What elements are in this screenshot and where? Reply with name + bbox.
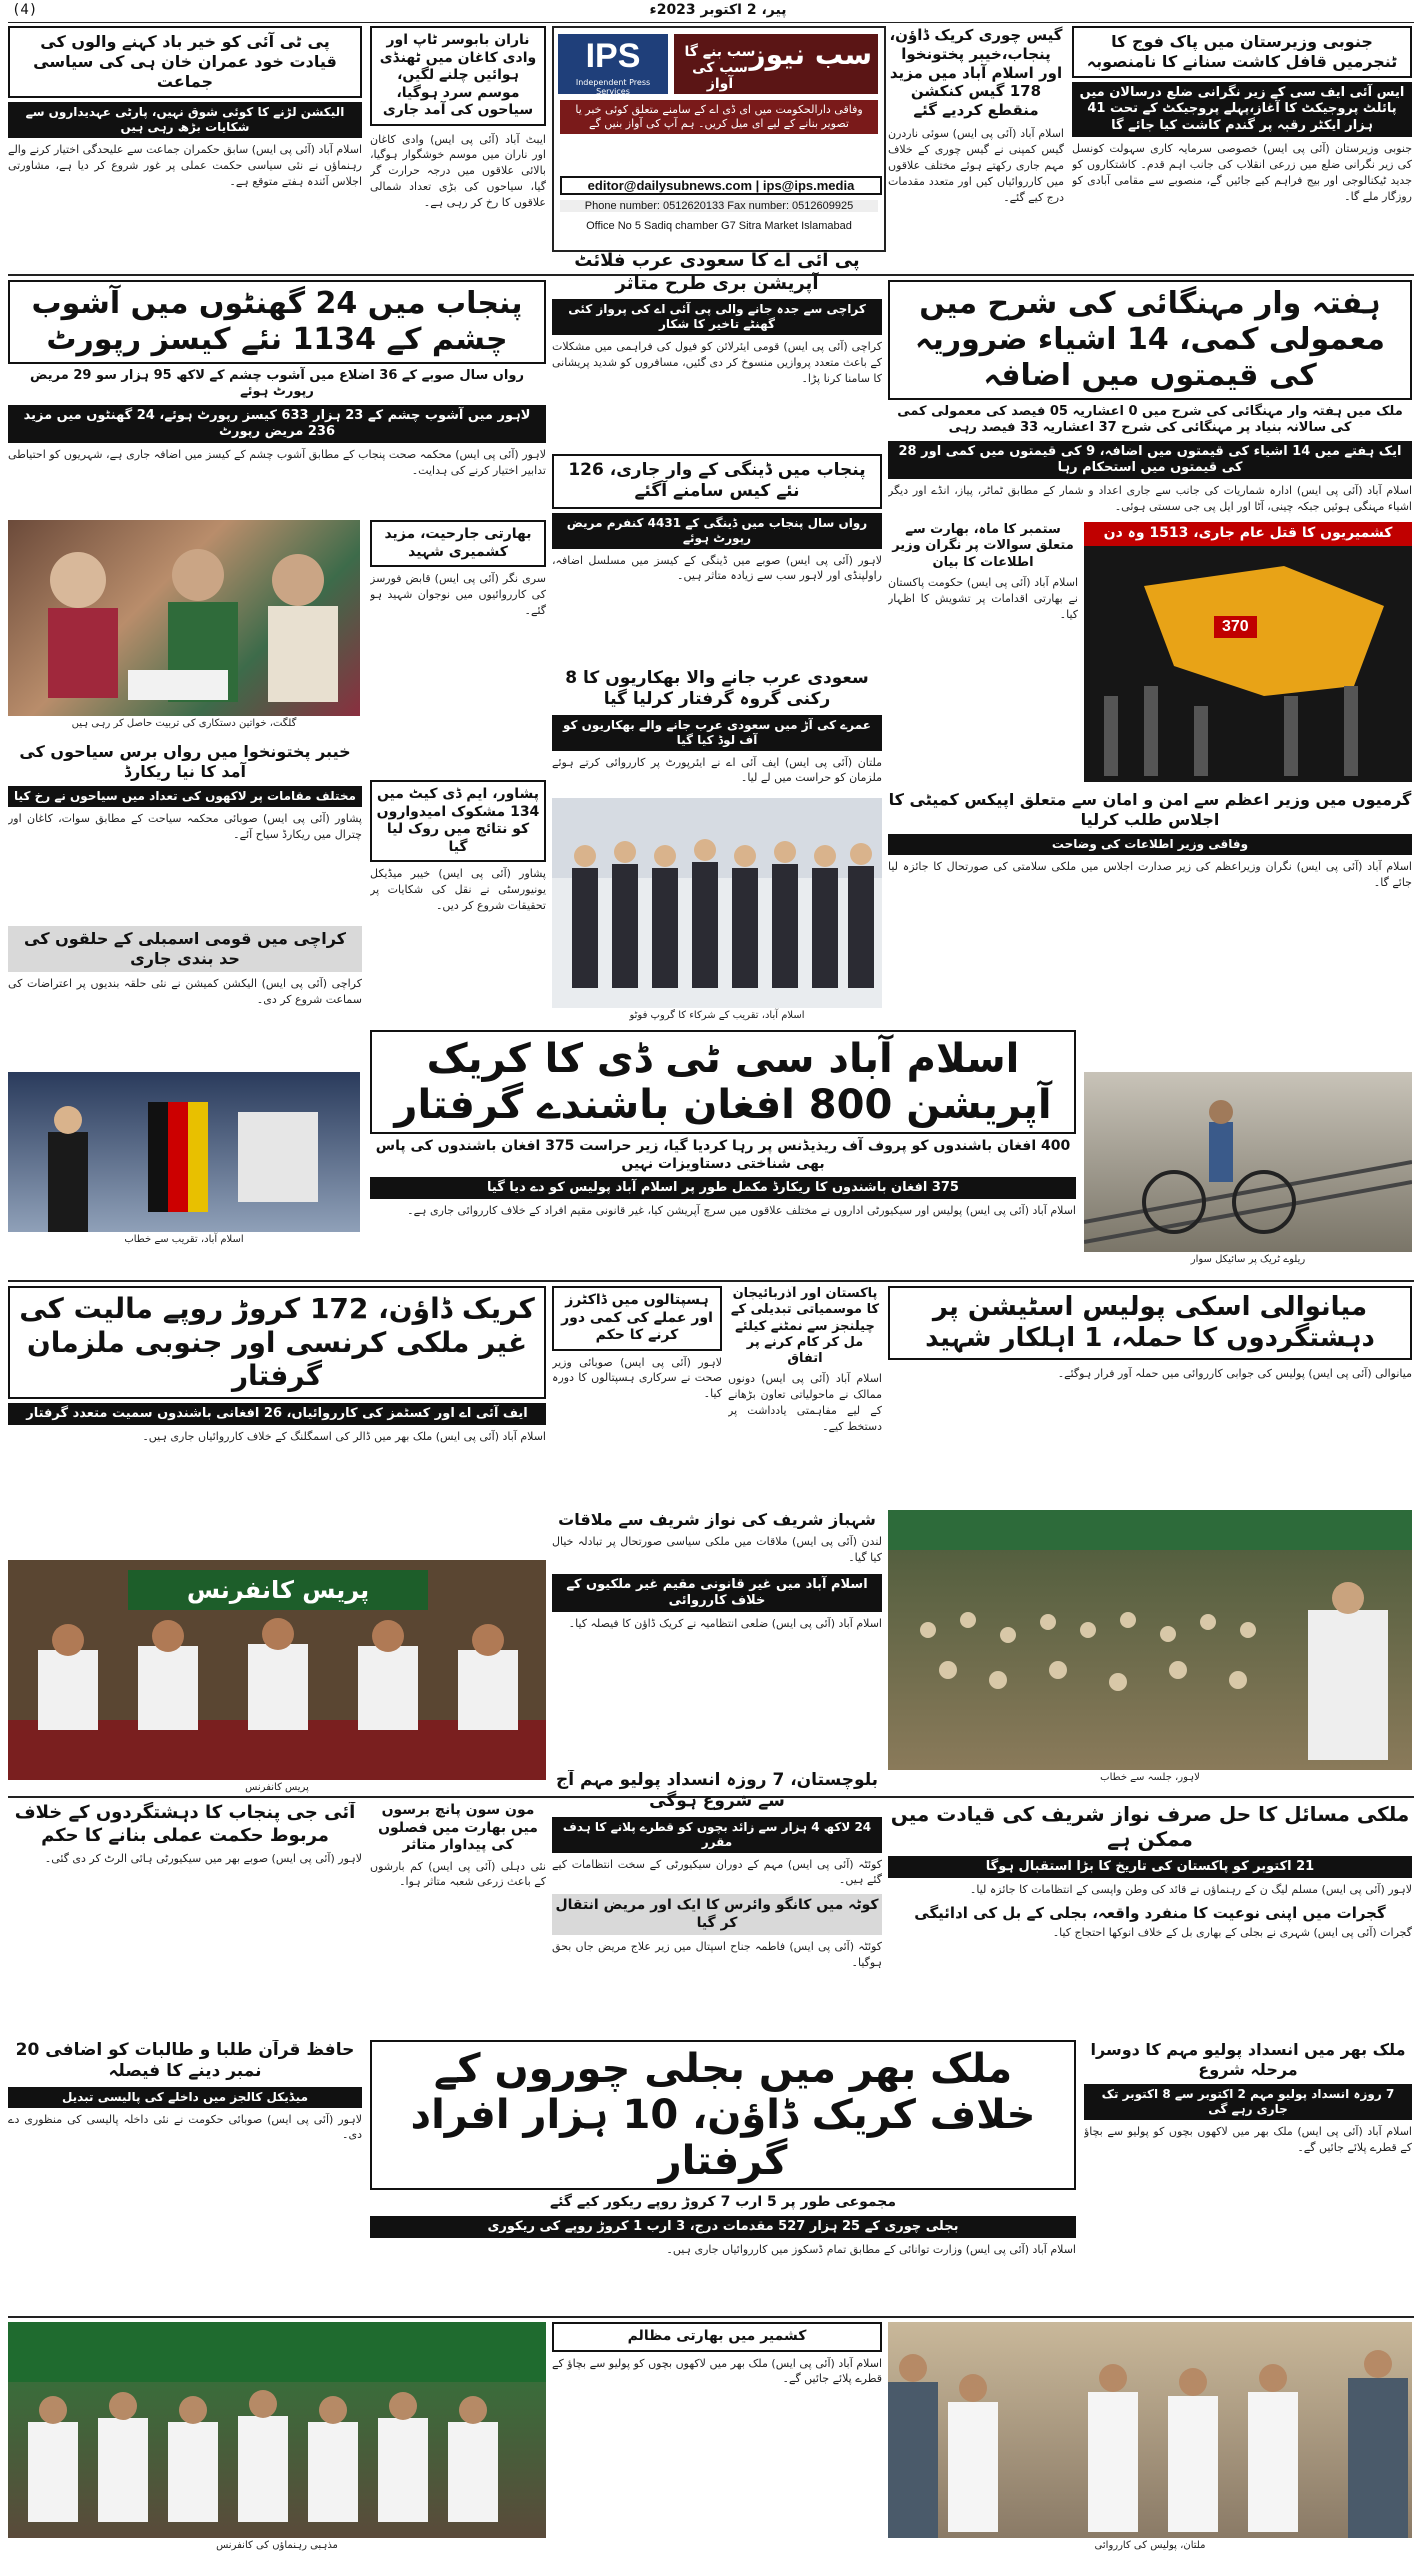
headline: حافظ قرآن طلبا و طالبات کو اضافی 20 نمبر دینے کا فیصلہ bbox=[15, 2040, 355, 2082]
story-polio-national bbox=[1084, 2040, 1412, 2290]
body-text: لاہور (آئی پی ایس) صوبائی حکومت نے نئی داخلہ پالیسی کی منظوری دے دی۔ bbox=[8, 2112, 362, 2142]
body-text: لاہور (آئی پی ایس) محکمہ صحت پنجاب کے مطابق آشوب چشم کے کیسز میں اضافہ جاری ہے، شہریوں کو احتیاطی تدابیر اختیار کرنے کی ہدایت۔ bbox=[8, 448, 546, 477]
body-text: کراچی (آئی پی ایس) الیکشن کمیشن نے نئی حلقہ بندیوں پر اعتراضات کی سماعت شروع کر دی۔ bbox=[8, 977, 362, 1006]
photo-shapes bbox=[888, 2322, 1412, 2538]
story-apex bbox=[888, 790, 1412, 1010]
story-karachi bbox=[8, 926, 362, 1066]
story-doctors bbox=[552, 1286, 722, 1506]
kashmir-banner: کشمیریوں کا قتل عام جاری، 1513 وہ دن bbox=[1084, 522, 1412, 546]
photo-caption: مذہبی رہنماؤں کی کانفرنس bbox=[216, 2540, 338, 2551]
story-naran bbox=[370, 26, 546, 272]
headline: ملکی مسائل کا حل صرف نواز شریف کی قیادت میں ممکن ہے bbox=[890, 1802, 1410, 1851]
subhead: الیکشن لڑنے کا کوئی شوق نہیں، پارٹی عہدیداروں سے شکایات بڑھ رہی ہیں bbox=[8, 102, 362, 138]
highlight-bar: وفاقی وزیر اطلاعات کی وضاحت bbox=[888, 834, 1412, 855]
masthead bbox=[552, 26, 886, 252]
headline: مون سون پانچ برسوں میں بھارت میں فصلوں کی پیداوار متاثر bbox=[378, 1802, 538, 1853]
highlight-bar: 24 لاکھ 4 ہزار سے زائد بچوں کو قطرے پلانے کا ہدف مقرر bbox=[552, 1817, 882, 1853]
highlight-bar: 7 روزہ انسداد پولیو مہم 2 اکتوبر سے 8 اکتوبر تک جاری رہے گی bbox=[1084, 2084, 1412, 2120]
photo-shapes bbox=[8, 2322, 546, 2538]
body-text: لندن (آئی پی ایس) ملاقات میں ملکی سیاسی صورتحال پر تبادلہ خیال کیا گیا۔ bbox=[552, 1535, 882, 1564]
headline: اسلام آباد سی ٹی ڈی کا کریک آپریشن 800 افغان باشندے گرفتار bbox=[370, 1030, 1076, 1134]
subhead: مجموعی طور پر 5 ارب 7 کروڑ روپے ریکور کیے گئے bbox=[549, 2194, 897, 2210]
body-text: جنوبی وزیرستان (آئی پی ایس) خصوصی سرمایہ کاری سہولت کونسل کی زیر نگرانی ضلع میں زرعی انقلاب کی جانب اہم قدم۔ کاشتکاروں کو جدید ٹیکنالوجی اور بیج فراہم کیے جائیں گے، منصوبے سے مقامی آبادی کو روزگار ملے گا۔ bbox=[1072, 141, 1412, 203]
headline: کشمیر میں بھارتی مظالم bbox=[552, 2322, 882, 2352]
photo-shapes bbox=[552, 798, 882, 1008]
photo-shapes bbox=[888, 1510, 1412, 1770]
headline: جنوبی وزیرستان میں پاک فوج کا ٹنجرمیں قافل کاشت سنانے کا نامنصوبہ bbox=[1072, 26, 1412, 78]
body-text: ایبٹ آباد (آئی پی ایس) وادی کاغان اور ناران میں موسم خوشگوار ہوگیا، بالائی علاقوں میں درجہ حرارت گر گیا، سیاحوں کی بڑی تعداد شمالی علاقوں کا رخ کر رہی ہے۔ bbox=[370, 132, 546, 210]
body-text: اسلام آباد (آئی پی ایس) ادارہ شماریات کی جانب سے جاری اعداد و شمار کے مطابق ٹماٹر، پیاز، انڈے اور دیگر اشیاء مہنگی ہوئیں جبکہ چینی، آٹا اور ایل پی جی سستی ہوئی۔ bbox=[888, 484, 1412, 513]
headline: شہباز شریف کی نواز شریف سے ملاقات bbox=[558, 1510, 876, 1529]
story-ig-punjab bbox=[8, 1802, 362, 2002]
congo-headline: کوٹہ میں کانگو وائرس کا ایک اور مریض انتقال کر گیا bbox=[552, 1894, 882, 1935]
photo-shapes bbox=[8, 520, 360, 716]
photo-religious-conference bbox=[8, 2322, 546, 2538]
body-text: گجرات (آئی پی ایس) شہری نے بجلی کے بھاری بل کے خلاف انوکھا احتجاج کیا۔ bbox=[1052, 1925, 1412, 1939]
story-pti bbox=[8, 26, 362, 272]
story-hafiz-quran bbox=[8, 2040, 362, 2290]
highlight-bar: میڈیکل کالجز میں داخلے کی پالیسی تبدیل bbox=[8, 2087, 362, 2108]
contact-phone: Phone number: 0512620133 Fax number: 0512609925 bbox=[560, 200, 878, 212]
divider bbox=[8, 1280, 1414, 1282]
kashmir-image bbox=[1084, 546, 1412, 782]
masthead-note: وفاقی دارالحکومت میں ای ڈی اے کے سامنے متعلق کوئی خبر یا تصویر بنانے کے لیے ای میل کریں۔ ہم آپ کی آواز بنیں گے bbox=[560, 100, 878, 134]
headline: خیبر پختونخوا میں رواں برس سیاحوں کی آمد کا نیا ریکارڈ bbox=[19, 742, 351, 781]
issue-date: پیر، 2 اکتوبر 2023ء bbox=[649, 2, 787, 18]
photo-bicycle bbox=[1084, 1072, 1412, 1252]
office-address: Office No 5 Sadiq chamber G7 Sitra Market Islamabad bbox=[586, 220, 852, 232]
body-text: کوئٹہ (آئی پی ایس) مہم کے دوران سیکیورٹی کے سخت انتظامات کیے گئے ہیں۔ bbox=[552, 1857, 882, 1887]
headline: ہسپتالوں میں ڈاکٹرز اور عملے کی کمی دور کرنے کا حکم bbox=[552, 1286, 722, 1351]
headline: میانوالی اسکی پولیس اسٹیشن پر دہشتگردوں کا حملہ، 1 اہلکار شہید bbox=[888, 1286, 1412, 1360]
photo-caption: ملتان، پولیس کی کارروائی bbox=[1094, 2540, 1206, 2551]
story-mianwali bbox=[888, 1286, 1412, 1506]
highlight-bar: ایف آئی اے اور کسٹمز کی کارروائیاں، 26 افغانی باشندوں سمیت متعدد گرفتار bbox=[8, 1403, 546, 1425]
photo-shapes bbox=[1084, 1072, 1412, 1252]
story-peshawar bbox=[370, 780, 546, 1010]
photo-group bbox=[552, 798, 882, 1008]
body-text: کوئٹہ (آئی پی ایس) فاطمہ جناح اسپتال میں زیر علاج مریض جاں بحق ہوگیا۔ bbox=[552, 1940, 882, 1970]
photo-police bbox=[888, 2322, 1412, 2538]
headline: پی آئی اے کا سعودی عرب فلائٹ آپریشن بری طرح متاثر bbox=[574, 250, 860, 294]
story-monsoon bbox=[370, 1802, 546, 2002]
subhead: ایس آئی ایف سی کے زیر نگرانی ضلع درسالان میں پائلٹ پروجیکٹ کا آغاز،پہلے پروجیکٹ کے تحت 41 ہزار ایکٹر رقبہ پر گندم کاشت کیا جائے گا bbox=[1072, 82, 1412, 137]
body-text: اسلام آباد (آئی پی ایس) وزارت توانائی کے مطابق تمام ڈسکوز میں کارروائیاں جاری ہیں۔ bbox=[666, 2242, 1076, 2256]
story-gas-theft bbox=[888, 26, 1064, 272]
body-text: اسلام آباد (آئی پی ایس) ملک بھر میں لاکھوں بچوں کو پولیو سے بچاؤ کے قطرے پلائے جائیں گے۔ bbox=[552, 2356, 882, 2386]
story-azerbaijan bbox=[728, 1286, 882, 1506]
subhead: رواں سال پنجاب میں ڈینگی کے 4431 کنفرم مریض رپورٹ ہوئے bbox=[552, 513, 882, 549]
kashmir-graphic bbox=[1084, 522, 1412, 788]
story-eye-flu bbox=[8, 280, 546, 516]
highlight-bar: بجلی چوری کے 25 ہزار 527 مقدمات درج، 3 ارب 1 کروڑ روپے کی ریکوری bbox=[370, 2216, 1076, 2238]
top-bar bbox=[8, 0, 1414, 23]
islamabad-headline: اسلام آباد میں غیر قانونی مقیم غیر ملکیوں کے خلاف کارروائی bbox=[552, 1574, 882, 1613]
article-370-badge: 370 bbox=[1214, 616, 1257, 638]
photo-shapes bbox=[8, 1072, 360, 1232]
gujrat-headline: گجرات میں اپنی نوعیت کا منفرد واقعہ، بجلی کے بل کی ادائیگی bbox=[914, 1904, 1386, 1923]
headline: ہفتہ وار مہنگائی کی شرح میں معمولی کمی، 14 اشیاء ضروریہ کی قیمتوں میں اضافہ bbox=[888, 280, 1412, 400]
body-text: میانوالی (آئی پی ایس) پولیس کی جوابی کارروائی میں حملہ آور فرار ہوگئے۔ bbox=[1057, 1367, 1412, 1381]
headline: آئی جی پنجاب کا دہشتگردوں کے خلاف مربوط حکمت عملی بنانے کا حکم bbox=[14, 1802, 356, 1846]
story-beggars bbox=[552, 668, 882, 788]
headline: پنجاب میں 24 گھنٹوں میں آشوب چشم کے 1134 نئے کیسز رپورٹ bbox=[8, 280, 546, 364]
kashmir-shapes bbox=[1084, 546, 1412, 782]
photo-conference bbox=[8, 1560, 546, 1780]
headline: پشاور، ایم ڈی کیٹ میں 134 مشکوک امیدواروں کو نتائج میں روک لیا گیا bbox=[370, 780, 546, 862]
headline: پنجاب میں ڈینگی کے وار جاری، 126 نئے کیس سامنے آگئے bbox=[552, 454, 882, 509]
story-election bbox=[552, 1510, 882, 1770]
body-text: لاہور (آئی پی ایس) صوبے میں ڈینگی کے کیسز میں مسلسل اضافہ، راولپنڈی اور لاہور سب سے زیادہ متاثر ہیں۔ bbox=[552, 553, 882, 583]
story-waziristan bbox=[1072, 26, 1412, 272]
highlight-bar: 375 افغان باشندوں کا ریکارڈ مکمل طور پر اسلام آباد پولیس کو دے دیا گیا bbox=[370, 1177, 1076, 1199]
body-text: پشاور (آئی پی ایس) خیبر میڈیکل یونیورسٹی نے نقل کی شکایات پر تحقیقات شروع کر دیں۔ bbox=[370, 867, 546, 912]
story-currency bbox=[8, 1286, 546, 1586]
story-khyber-tourism bbox=[8, 742, 362, 922]
subhead: ملک میں ہفتہ وار مہنگائی کی شرح میں 0 اعشاریہ 05 فیصد کی معمولی کمی کی سالانہ بنیاد پر مہنگائی کی شرح 37 اعشاریہ 33 فیصد رہی bbox=[897, 404, 1403, 436]
photo-embroidery bbox=[8, 520, 360, 716]
page-number: (4) bbox=[12, 2, 38, 18]
body-text: ملتان (آئی پی ایس) ایف آئی اے نے ایئرپورٹ پر کارروائی کرتے ہوئے ملزمان کو حراست میں لے لیا۔ bbox=[552, 755, 882, 785]
photo-caption: لاہور، جلسہ سے خطاب bbox=[1100, 1772, 1200, 1783]
body-text: پشاور (آئی پی ایس) صوبائی محکمہ سیاحت کے مطابق سوات، کاغان اور چترال میں ریکارڈ سیاح آئے۔ bbox=[8, 812, 362, 841]
photo-caption: پریس کانفرنس bbox=[245, 1782, 309, 1793]
newspaper-page bbox=[8, 0, 1414, 2560]
story-bharat bbox=[370, 520, 546, 770]
photo-caption: ریلوے ٹریک پر سائیکل سوار bbox=[1190, 1254, 1306, 1265]
body-text: اسلام آباد (آئی پی ایس) نگران وزیراعظم کی زیر صدارت اجلاس میں ملکی سلامتی کی صورتحال کا جائزہ لیا جائے گا۔ bbox=[888, 860, 1412, 889]
photo-caption: اسلام آباد، تقریب کے شرکاء کا گروپ فوٹو bbox=[629, 1010, 805, 1021]
headline: ناران بابوسر ٹاپ اور وادی کاغان میں ٹھنڈی ہوائیں چلنے لگیں، موسم سرد ہوگیا، سیاحوں کی آمد جاری bbox=[370, 26, 546, 126]
story-wapda bbox=[888, 522, 1078, 788]
body-text: اسلام آباد (آئی پی ایس) ملک بھر میں لاکھوں بچوں کو پولیو سے بچاؤ کے قطرے پلائے جائیں گے۔ bbox=[1084, 2125, 1412, 2154]
subhead: 400 افغان باشندوں کو پروف آف ریذیڈنس پر رہا کردیا گیا، زیر حراست 375 افغان باشندوں کی پاس بھی شناختی دستاویزات نہیں bbox=[375, 1138, 1071, 1172]
highlight-bar: کراچی سے جدہ جانے والی پی آئی اے کی پرواز کئی گھنٹے تاخیر کا شکار bbox=[552, 299, 882, 335]
headline: کریک ڈاؤن، 172 کروڑ روپے مالیت کی غیر ملکی کرنسی اور جنوبی ملزمان گرفتار bbox=[8, 1286, 546, 1399]
story-nawaz bbox=[888, 1802, 1412, 2002]
story-afghan bbox=[370, 1030, 1076, 1230]
body-text: اسلام آباد (آئی پی ایس) سابق حکمران جماعت سے علیحدگی اختیار کرنے والے رہنماؤں نے نئی سیاسی حکمت عملی پر غور شروع کر دیا ہے، مشاورتی اجلاس آئندہ ہفتے متوقع ہے۔ bbox=[8, 143, 362, 188]
highlight-bar: ایک ہفتے میں 14 اشیاء کی قیمتوں میں اضافہ، 9 کی قیمتوں میں کمی اور 28 کی قیمتوں میں استحکام رہا bbox=[888, 441, 1412, 480]
story-balochistan-polio bbox=[552, 1770, 882, 2010]
story-pia bbox=[552, 250, 882, 450]
conference-banner: پریس کانفرنس bbox=[128, 1570, 428, 1610]
body-text: اسلام آباد (آئی پی ایس) ملک بھر میں ڈالر کی اسمگلنگ کے خلاف کارروائیاں جاری ہیں۔ bbox=[142, 1430, 546, 1444]
headline: کراچی میں قومی اسمبلی کے حلقوں کی حد بندی جاری bbox=[8, 926, 362, 972]
subhead: رواں سال صوبے کے 36 اضلاع میں آشوب چشم کے لاکھ 95 ہزار سو 29 مریض رپورٹ ہوئے bbox=[30, 368, 524, 400]
highlight-bar: مختلف مقامات پر لاکھوں کی تعداد میں سیاحوں نے رخ کیا bbox=[8, 786, 362, 807]
headline: سعودی عرب جانے والا بھکاریوں کا 8 رکنی گروہ گرفتار کرلیا گیا bbox=[565, 668, 869, 710]
ips-logo: IPS Independent Press Services bbox=[558, 34, 668, 94]
headline: گیس چوری کریک ڈاؤن، پنجاب،خیبر پختونخوا اور اسلام آباد میں مزید 178 گیس کنکشن منقطع کردیے گئے bbox=[889, 26, 1063, 119]
headline: ملک بھر میں انسداد پولیو مہم کا دوسرا مرحلہ شروع bbox=[1090, 2040, 1406, 2079]
body-text: اسلام آباد (آئی پی ایس) ضلعی انتظامیہ نے کریک ڈاؤن کا فیصلہ کیا۔ bbox=[568, 1617, 882, 1631]
photo-caption: گلگت، خواتین دستکاری کی تربیت حاصل کر رہی ہیں bbox=[71, 718, 297, 729]
story-dengue bbox=[552, 454, 882, 664]
divider bbox=[8, 2316, 1414, 2318]
photo-speech bbox=[8, 1072, 360, 1232]
photo-caption: اسلام آباد، تقریب سے خطاب bbox=[124, 1234, 244, 1245]
highlight-bar: عمرے کی آڑ میں سعودی عرب جانے والے بھکاریوں کو آف لوڈ کیا گیا bbox=[552, 715, 882, 751]
story-inflation bbox=[888, 280, 1412, 520]
contact-email[interactable]: editor@dailysubnews.com | ips@ips.media bbox=[560, 176, 882, 195]
highlight-bar: لاہور میں آشوب چشم کے 23 ہزار 633 کیسز رپورٹ ہوئے، 24 گھنٹوں میں مزید 236 مریض رپورٹ bbox=[8, 405, 546, 444]
body-text: اسلام آباد (آئی پی ایس) پولیس اور سیکیورٹی اداروں نے مختلف علاقوں میں سرچ آپریشن کیا، غیر قانونی مقیم افراد کے خلاف کارروائی جاری ہے۔ bbox=[407, 1204, 1076, 1218]
headline: بلوچستان، 7 روزہ انسداد پولیو مہم آج سے شروع ہوگی bbox=[555, 1770, 879, 1812]
body-text: کراچی (آئی پی ایس) قومی ایئرلائن کو فیول کی فراہمی میں مشکلات کے باعث متعدد پروازیں منسوخ کر دی گئیں، مسافروں کو شدید پریشانی کا سامنا کرنا پڑا۔ bbox=[552, 340, 882, 385]
headline: بھارتی جارحیت، مزید کشمیری شہید bbox=[370, 520, 546, 567]
photo-shapes bbox=[8, 1560, 546, 1780]
headline: گرمیوں میں وزیر اعظم سے امن و امان سے متعلق اپیکس کمیٹی کا اجلاس طلب کرلیا bbox=[888, 790, 1412, 829]
headline: پاکستان اور آذربائیجان کا موسمیاتی تبدیلی کے چیلنجز سے نمٹنے کیلئے مل کر کام کرنے پر اتفاق bbox=[730, 1286, 880, 1366]
story-bottom-center bbox=[552, 2322, 882, 2538]
photo-rally bbox=[888, 1510, 1412, 1770]
brand-logo: سب نیوز سب بنے گا سب کی آواز bbox=[674, 34, 878, 94]
body-text: اسلام آباد (آئی پی ایس) سوئی ناردرن گیس کمپنی نے گیس چوری کے خلاف مہم جاری رکھتے ہوئے مختلف علاقوں میں کارروائیاں کیں اور متعدد مقدمات درج کیے گئے۔ bbox=[888, 126, 1064, 204]
body-text: لاہور (آئی پی ایس) صوبائی وزیر صحت نے سرکاری ہسپتالوں کا دورہ کیا۔ bbox=[552, 1355, 722, 1401]
body-text: نئی دہلی (آئی پی ایس) کم بارشوں کے باعث زرعی شعبہ متاثر ہوا۔ bbox=[370, 1859, 546, 1889]
story-electricity-theft bbox=[370, 2040, 1076, 2290]
subhead: 21 اکتوبر کو پاکستان کی تاریخ کا بڑا استقبال ہوگا bbox=[888, 1856, 1412, 1878]
body-text: لاہور (آئی پی ایس) صوبے بھر میں سیکیورٹی ہائی الرٹ کر دی گئی۔ bbox=[44, 1852, 362, 1865]
body-text: سری نگر (آئی پی ایس) قابض فورسز کی کارروائیوں میں نوجوان شہید ہو گئے۔ bbox=[370, 572, 546, 617]
body-text: اسلام آباد (آئی پی ایس) دونوں ممالک نے ماحولیاتی تعاون بڑھانے کے لیے مفاہمتی یادداشت پر دستخط کیے۔ bbox=[728, 1372, 882, 1434]
body-text: لاہور (آئی پی ایس) مسلم لیگ ن کے رہنماؤں نے قائد کی وطن واپسی کے انتظامات کا جائزہ لیا۔ bbox=[969, 1883, 1412, 1897]
headline: ملک بھر میں بجلی چوروں کے خلاف کریک ڈاؤن، 10 ہزار افراد گرفتار bbox=[370, 2040, 1076, 2190]
headline: پی ٹی آئی کو خیر باد کہنے والوں کی قیادت خود عمران خان ہی کی سیاسی جماعت bbox=[8, 26, 362, 98]
headline: ستمبر کا ماہ، بھارت سے متعلق سوالات پر نگران وزیر اطلاعات کا بیان bbox=[892, 522, 1074, 570]
body-text: اسلام آباد (آئی پی ایس) حکومت پاکستان نے بھارتی اقدامات پر تشویش کا اظہار کیا۔ bbox=[888, 575, 1078, 621]
